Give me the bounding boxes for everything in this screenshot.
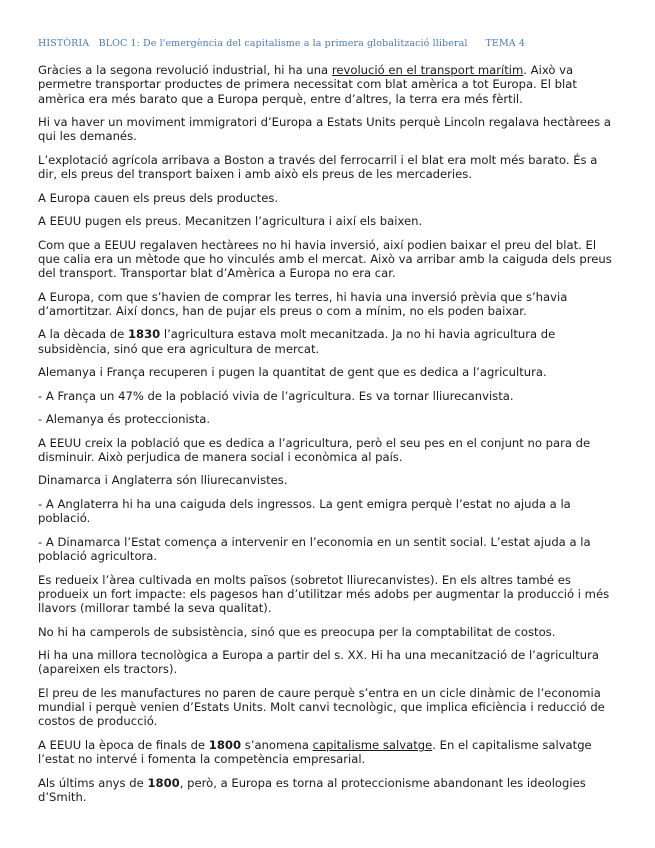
underlined-term: revolució en el transport marítim — [331, 63, 524, 77]
paragraph-text: Als últims anys de — [38, 775, 148, 790]
paragraph: A Europa cauen els preus dels productes. — [38, 190, 279, 205]
paragraph: Com que a EEUU regalaven hectàrees no hi havia inversió, així podien baixar el preu del blat. El que calia era un mètode que ho vinculés amb el mercat. Això va arribar amb la caiguda dels preus del transport. Transportar blat d’Amèrica a Europa no era car. — [38, 237, 612, 281]
paragraph-text: Gràcies a la segona revolució industrial, hi ha una — [38, 63, 332, 77]
list-item: - A Anglaterra hi ha una caiguda dels ingressos. La gent emigra perquè l’estat no ajuda a la població. — [38, 496, 571, 526]
paragraph: Hi ha una millora tecnològica a Europa a partir del s. XX. Hi ha una mecanització de l’agricultura (apareixen els tractors). — [38, 648, 600, 677]
list-item: - A Dinamarca l’Estat comença a intervenir en l’economia en un sentit social. L’estat ajuda a la població agricultora. — [38, 534, 591, 564]
paragraph: Dinamarca i Anglaterra són lliurecanvistes. — [38, 473, 288, 488]
paragraph — [38, 738, 620, 767]
document-body — [38, 63, 620, 814]
list-item: - A França un 47% de la població vivia de l’agricultura. Es va tornar lliurecanvista. — [38, 388, 514, 403]
paragraph: No hi ha camperols de subsistència, sinó que es preocupa per la comptabilitat de costos. — [38, 624, 556, 639]
header-bloc: BLOC 1: De l'emergència del capitalisme a la primera globalització lliberal — [98, 38, 468, 49]
paragraph-text: . Això va permetre transportar productes de primera necessitat com blat amèrica a tot Europa. El blat amèrica era més barato que a Europa perquè, entre d’altres, la terra era més fèrtil. — [38, 63, 577, 106]
paragraph-text: s’anomena — [241, 737, 313, 752]
bold-year: 1830 — [127, 327, 161, 342]
page-header — [38, 38, 525, 49]
paragraph: A Europa, com que s’havien de comprar les terres, hi havia una inversió prèvia que s’havia d’amortitzar. Així doncs, han de pujar els preus o com a mínim, no els poden baixar. — [38, 289, 568, 318]
header-subject: HISTÒRIA — [38, 38, 90, 49]
header-tema: TEMA 4 — [485, 38, 526, 49]
paragraph: El preu de les manufactures no paren de caure perquè s’entra en un cicle dinàmic de l’economia mundial i perquè venien d’Estats Units. Molt canvi tecnològic, que implica eficiència i reducció de costos de producció. — [38, 685, 605, 729]
paragraph-text: . En el capitalisme salvatge l’estat no intervé i fomenta la competència empresarial. — [38, 737, 592, 767]
paragraph-text: , però, a Europa es torna al proteccionisme abandonant les ideologies d’Smith. — [38, 775, 586, 805]
paragraph: L’explotació agrícola arribava a Boston a través del ferrocarril i el blat era molt més barato. És a dir, els preus del transport baixen i amb això els preus de les mercaderies. — [38, 152, 598, 182]
paragraph: Es redueix l’àrea cultivada en molts països (sobretot lliurecanvistes). En els altres també es produeix un fort impacte: els pagesos han d’utilitzar més adobs per augmentar la producció i més llavors (millorar també la seva qualitat). — [38, 572, 610, 616]
paragraph: A EEUU creix la població que es dedica a l’agricultura, però el seu pes en el conjunt no para de disminuir. Això perjudica de manera social i econòmica al país. — [38, 435, 591, 464]
paragraph — [38, 63, 620, 106]
bold-year: 1800 — [208, 737, 242, 752]
paragraph: Hi va haver un moviment immigratori d’Europa a Estats Units perquè Lincoln regalava hectàrees a qui les demanés. — [38, 115, 612, 144]
list-item: - Alemanya és proteccionista. — [38, 412, 211, 427]
paragraph — [38, 776, 620, 805]
paragraph-text: A la dècada de — [38, 327, 128, 342]
bold-year: 1800 — [147, 775, 180, 790]
paragraph-text: A EEUU la època de finals de — [38, 737, 209, 752]
paragraph: Alemanya i França recuperen i pugen la quantitat de gent que es dedica a l’agricultura. — [38, 365, 547, 380]
paragraph: A EEUU pugen els preus. Mecanitzen l’agricultura i així els baixen. — [38, 214, 423, 229]
underlined-term: capitalisme salvatge — [312, 737, 433, 752]
paragraph-text: l’agricultura estava molt mecanitzada. Ja no hi havia agricultura de subsidència, sinó que era agricultura de mercat. — [38, 327, 556, 356]
paragraph — [38, 327, 620, 356]
